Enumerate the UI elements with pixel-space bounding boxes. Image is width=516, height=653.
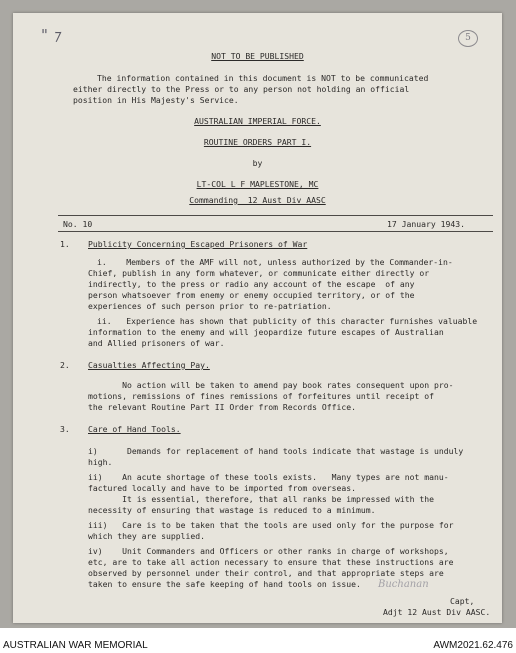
section-1-line: experiences of such person prior to re-patriation. [88, 301, 332, 311]
by-line: by [252, 158, 263, 168]
section-2-line: motions, remissions of fines remissions of forfeitures until receipt of [88, 391, 434, 401]
section-3-line: factured locally and have to be imported from overseas. [88, 483, 357, 493]
section-3-line: which they are supplied. [88, 531, 205, 541]
restriction-heading: NOT TO BE PUBLISHED [211, 51, 304, 61]
section-2-heading: Casualties Affecting Pay. [88, 360, 210, 370]
section-3-number: 3. [60, 424, 70, 434]
order-date: 17 January 1943. [387, 219, 465, 229]
section-3-line: i) Demands for replacement of hand tools indicate that wastage is unduly [88, 446, 464, 456]
section-3-line: iv) Unit Commanders and Officers or other ranks in charge of workshops, [88, 546, 449, 556]
notice-line-2: either directly to the Press or to any person not holding an official [73, 84, 410, 94]
section-3-line: It is essential, therefore, that all ranks be impressed with the [88, 494, 434, 504]
force-heading: AUSTRALIAN IMPERIAL FORCE. [194, 116, 321, 126]
section-1-line: ii. Experience has shown that publicity of this character furnishes valuable [97, 316, 478, 326]
orders-title: ROUTINE ORDERS PART I. [203, 137, 312, 147]
section-3-line: high. [88, 457, 113, 467]
page-number-circle: 5 [458, 30, 478, 47]
document-page [13, 13, 502, 623]
archive-name: AUSTRALIAN WAR MEMORIAL [3, 640, 148, 651]
section-1-heading: Publicity Concerning Escaped Prisoners of War [88, 239, 308, 249]
signature-rank: Capt, [450, 596, 475, 606]
handwritten-signature: Buchanan [378, 579, 429, 590]
rule-bottom [58, 231, 493, 232]
rule-top [58, 215, 493, 216]
section-1-line: person whatsoever from enemy or enemy occupied territory, or of the [88, 290, 415, 300]
section-3-line: necessity of ensuring that wastage is reduced to a minimum. [88, 505, 376, 515]
signature-appointment: Adjt 12 Aust Div AASC. [383, 607, 491, 617]
notice-line-3: position in His Majesty's Service. [73, 95, 239, 105]
section-2-line: No action will be taken to amend pay book rates consequent upon pro- [88, 380, 454, 390]
section-3-line: observed by personnel under their control, and that appropriate steps are [88, 568, 444, 578]
officer-name: LT-COL L F MAPLESTONE, MC [196, 179, 319, 189]
notice-line-1: The information contained in this document is NOT to be communicated [97, 73, 429, 83]
section-1-line: i. Members of the AMF will not, unless authorized by the Commander-in- [97, 257, 453, 267]
command-line: Commanding 12 Aust Div AASC [189, 195, 326, 205]
handwritten-mark: " ⁊ [41, 26, 61, 44]
section-1-line: Chief, publish in any form whatever, or communicate either directly or [88, 268, 430, 278]
order-number: No. 10 [63, 219, 93, 229]
section-3-heading: Care of Hand Tools. [88, 424, 181, 434]
section-1-line: information to the enemy and will jeopardize future escapes of Australian [88, 327, 444, 337]
section-1-line: indirectly, to the press or radio any account of the escape of any [88, 279, 415, 289]
archive-reference: AWM2021.62.476 [433, 640, 513, 651]
section-1-number: 1. [60, 239, 70, 249]
section-3-line: iii) Care is to be taken that the tools are used only for the purpose for [88, 520, 454, 530]
section-3-line: taken to ensure the safe keeping of hand tools on issue. [88, 579, 361, 589]
section-1-line: and Allied prisoners of war. [88, 338, 225, 348]
section-3-line: etc, are to take all action necessary to ensure that these instructions are [88, 557, 454, 567]
section-2-number: 2. [60, 360, 70, 370]
section-2-line: the relevant Routine Part II Order from Records Office. [88, 402, 357, 412]
archive-footer [0, 628, 516, 653]
section-3-line: ii) An acute shortage of these tools exists. Many types are not manu- [88, 472, 449, 482]
